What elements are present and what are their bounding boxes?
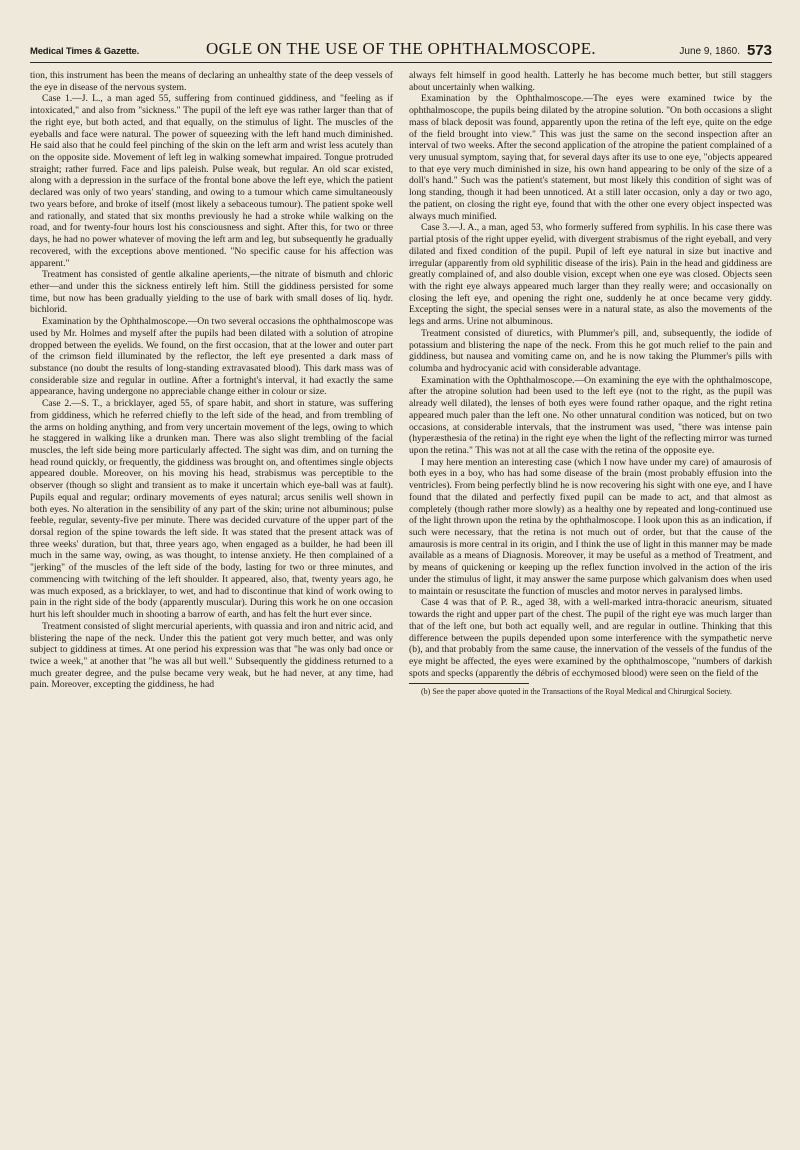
- paragraph: Case 1.—J. L., a man aged 55, suffering from continued giddiness, and "feeling as if intoxicated," and also from "sickness." The pupil of the left eye was rather larger than that of the right eye, but both acted, and that equally, on the stimulus of light. The muscles of the eyeballs and face were natural. The power of squeezing with the left hand much diminished. He said also that he could feel pinching of the skin on the left arm and wrist less acutely than on the opposite side. Movement of left leg in walking somewhat impaired. Tongue protruded straight; rather furred. Face and lips paleish. Pulse weak, but regular. An old scar existed, along with a depression in the surface of the frontal bone above the left eye, which the patient declared was only of two years' standing, and owing to a tumour which came simultaneously two years before, and broke of itself (most likely a sebaceous tumour). The patient spoke well and rationally, and stated that six months previously he had a stroke while walking on the road, and for twenty-four hours lost his consciousness and sight. After this, for two or three days, he had no power whatever of moving the left arm and leg, but subsequently he gradually recovered, with the exceptions above mentioned. "No specific cause for his affection was apparent.": [30, 93, 393, 269]
- left-column: [30, 70, 393, 1110]
- paragraph: Examination by the Ophthalmoscope.—On two several occasions the ophthalmoscope was used by Mr. Holmes and myself after the pupils had been dilated with a solution of atropine dropped between the eyelids. We found, on the first occasion, that at the lower and outer part of the crimson field illuminated by the reflector, the left eye presented a dark mass of substance (no doubt the results of long-standing extravasated blood). This dark mass was of considerable size and regular in outline. After a fortnight's interval, it had exactly the same appearance, having undergone no appreciable change either in colour or size.: [30, 316, 393, 398]
- paragraph: Treatment consisted of diuretics, with Plummer's pill, and, subsequently, the iodide of potassium and blistering the nape of the neck. From this he got much relief to the pain and giddiness, but nausea and vomiting came on, and he is now taking the Plummer's pills with columba and hydrocyanic acid with considerable advantage.: [409, 327, 772, 374]
- paragraph: Examination with the Ophthalmoscope.—On examining the eye with the ophthalmoscope, after the atropine solution had been used to the left eye (not to the right, as the pupil was already well dilated), the lenses of both eyes were found rather opaque, and the right retina appeared much paler than the left one. No other unnatural condition was noticed, but on two occasions, at considerable intervals, that the instrument was used, "there was intense pain (hyperæsthesia of the retina) in the right eye when the light of the reflecting mirror was turned upon the retina." This was not at all the case with the retina of the opposite eye.: [409, 374, 772, 456]
- paragraph: always felt himself in good health. Latterly he has become much better, but still staggers about uncertainly when walking.: [409, 70, 772, 93]
- paragraph: Treatment has consisted of gentle alkaline aperients,—the nitrate of bismuth and chloric ether—and under this the sickness entirely left him. Still the giddiness persisted for some time, but now has been gradually yielding to the use of bark with small doses of liq. hydr. bichlorid.: [30, 269, 393, 316]
- paragraph: Examination by the Ophthalmoscope.—The eyes were examined twice by the ophthalmoscope, the pupils being dilated by the atropine solution. "On both occasions a slight mass of black deposit was found, apparently upon the retina of the left eye, quite on the edge of the field brought into view." This was just the same on the second inspection after an interval of two weeks. After the second application of the atropine the patient complained of a very unusual symptom, saying that, for several days after its use to one eye, "objects appeared to that eye very much diminished in size, his own hand appearing to be only of the size of a doll's hand." Such was the patient's statement, but most likely this condition of sight was of long standing, though it had been unnoticed. At a still later occasion, only a day or two ago, the patient, on closing the right eye, found that with the other one every object inspected was always much minified.: [409, 93, 772, 222]
- page-number: 573: [746, 42, 772, 59]
- paragraph: Treatment consisted of slight mercurial aperients, with quassia and iron and nitric acid, and blistering the nape of the neck. Under this the patient got very much better, and was only subject to giddiness at times. At one period his expression was that "he was only bad once or twice a week," at another that "he was all but well." Subsequently the giddiness returned to a much greater degree, and the pulse became very weak, but he had never, at any time, had pain. Moreover, excepting the giddiness, he had: [30, 620, 393, 691]
- paragraph: Case 4 was that of P. R., aged 38, with a well-marked intra-thoracic aneurism, situated towards the right and upper part of the chest. The pupil of the right eye was much larger than that of the left one, but both act equally well, and are regular in outline. Thinking that this difference between the pupils depended upon some interference with the sympathetic nerve (b), and that probably from the same cause, the innervation of the vessels of the fundus of the eye might be affected, the eyes were examined by the ophthalmoscope, "numbers of darkish spots and specks (apparently the débris of ecchymosed blood) were seen on the field of the: [409, 597, 772, 679]
- footnote: (b) See the paper above quoted in the Transactions of the Royal Medical and Chirurgical Society.: [421, 687, 732, 697]
- right-column: [409, 70, 772, 1110]
- running-header: [30, 36, 772, 63]
- article-title: OGLE ON THE USE OF THE OPHTHALMOSCOPE.: [206, 39, 596, 58]
- paragraph: Case 3.—J. A., a man, aged 53, who formerly suffered from syphilis. In his case there was partial ptosis of the right upper eyelid, with divergent strabismus of the right eyeball, and very dilated and fixed condition of the pupil. Pupil of left eye natural in size but inactive and irregular (apparently from old syphilitic disease of the iris). Pain in the head and giddiness are greatly complained of, and also double vision, except when one eye was closed. Objects seen with the right eye always appeared much larger than they really were; and occasionally on closing the left eye, and opening the right one, suddenly he at once became very giddy. Excepting the sight, the special senses were in a natural state, as also the movements of the legs and arms. Urine not albuminous.: [409, 222, 772, 328]
- footnote-rule: [409, 683, 529, 684]
- text-columns: [30, 70, 772, 1110]
- paragraph: I may here mention an interesting case (which I now have under my care) of amaurosis of both eyes in a boy, who has had some disease of the brain (most probably effusion into the ventricles). From being perfectly blind he is now recovering his sight with one eye, and I have found that the dilated and perfectly fixed pupil can be made to act, and that almost as completely (though rather more slowly) as a healthy one by repeated and long-continued use of the light thrown upon the retina by the ophthalmoscope. I look upon this as an indication, if such were necessary, that the retina is not much out of order, but that the cause of the amaurosis is more central in its origin, and I think the use of light in this manner may be made available as a means of Diagnosis. Moreover, it may be useful as a method of Treatment, and by means of quickening or keeping up the reflex function involved in the action of the iris under the stimulus of light, it may answer the same purpose which galvanism does when used to maintain or resuscitate the function of muscles and motor nerves in paralysed limbs.: [409, 456, 772, 597]
- paragraph: Case 2.—S. T., a bricklayer, aged 55, of spare habit, and short in stature, was suffering from giddiness, which he referred chiefly to the left side of the head, and from trembling of the arms on holding anything, and from very uncertain movement of the legs, owing to which he staggered in walking like a drunken man. There was also slight trembling of the facial muscles, the left side being more particularly affected. The sight was dim, and on turning the head round quickly, or frequently, the giddiness was brought on, and oftentimes single objects appeared double. Moreover, on his moving his head, strabismus was perceptible to the observer (though so slight and transient as to make it uncertain which eye-ball was at fault). Pupils equal and regular; ordinary movements of eyes natural; arcus senilis well shown in both eyes. No alteration in the sensibility of any part of the skin; urine not albuminous; pulse feeble, regular, seventy-five per minute. There was decided curvature of the upper part of the dorsal region of the spine towards the left side. It was stated that the present attack was of three weeks' duration, but that, three years ago, when engaged as a builder, he had been ill much in the same way, owing, as was thought, to intense anxiety. He then complained of a "jerking" of the muscles of the left side of the body, lasting for two or three minutes, and commencing with twitching of the left shoulder. It appeared, also, that, twenty years ago, he was much exposed, as a bricklayer, to wet, and had to discontinue that kind of work owing to pain in the right side of the body (apparently muscular). During this work he on one occasion hurt his left shoulder much in shooting a barrow of earth, and has felt the hurt ever since.: [30, 398, 393, 621]
- issue-date: June 9, 1860.: [679, 46, 740, 57]
- paragraph: tion, this instrument has been the means of declaring an unhealthy state of the deep vessels of the eye in disease of the nervous system.: [30, 70, 393, 93]
- journal-name: Medical Times & Gazette.: [30, 46, 140, 57]
